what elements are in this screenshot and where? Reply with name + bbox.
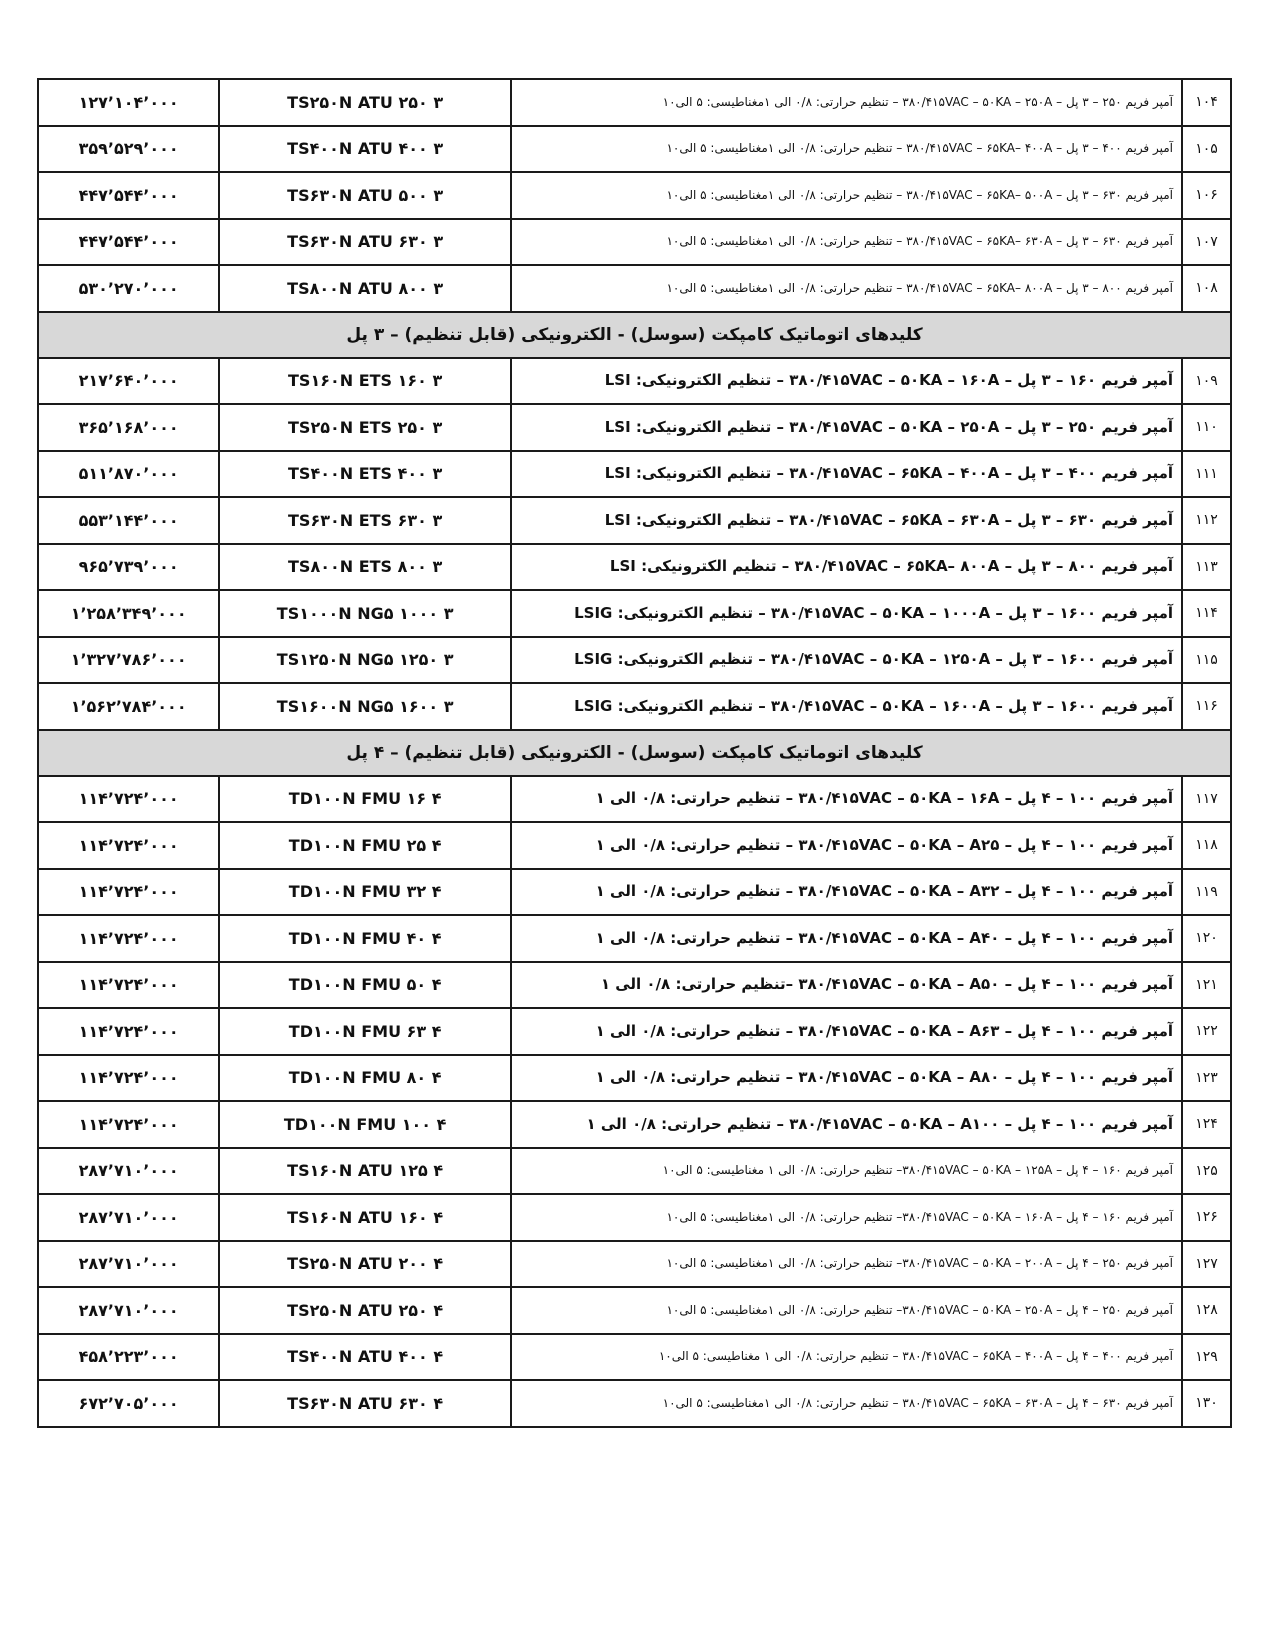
table-row [38,265,1231,312]
table-row [38,1194,1231,1241]
row-number-cell: ۱۲۵ [1182,1148,1231,1195]
table-row [38,1287,1231,1334]
table-row [38,915,1231,962]
price-cell: ۴۴۷٬۵۴۴٬۰۰۰ [38,172,219,219]
model-code-cell: TD۱۰۰N FMU ۱۶ ۴ [219,776,511,823]
row-number-cell: ۱۲۴ [1182,1101,1231,1148]
row-number-cell: ۱۰۸ [1182,265,1231,312]
row-number-cell: ۱۰۹ [1182,358,1231,405]
table-row [38,637,1231,684]
description-cell: آمپر فریم ۲۵۰ – ۴ پل – ۳۸۰/۴۱۵VAC – ۵۰KA – ۲۰۰A– تنظیم حرارتی: ۰/۸ الی ۱مغناطیسی: ۵ الی۱۰ [511,1241,1182,1288]
table-row [38,869,1231,916]
price-cell: ۴۴۷٬۵۴۴٬۰۰۰ [38,219,219,266]
table-row [38,1241,1231,1288]
price-table [37,78,1232,1428]
row-number-cell: ۱۲۶ [1182,1194,1231,1241]
model-code-cell: TD۱۰۰N FMU ۲۵ ۴ [219,822,511,869]
description-cell: آمپر فریم ۱۰۰ – ۴ پل – ۳۸۰/۴۱۵VAC – ۵۰KA – ۱۶A – تنظیم حرارتی: ۰/۸ الی ۱ [511,776,1182,823]
section-title: کلیدهای اتوماتیک کامپکت (سوسل) - الکترونیکی (قابل تنظیم) – ۴ پل [38,730,1231,776]
model-code-cell: TS۶۳۰N ATU ۶۳۰ ۴ [219,1380,511,1427]
table-row [38,776,1231,823]
row-number-cell: ۱۱۸ [1182,822,1231,869]
table-row [38,962,1231,1009]
description-cell: آمپر فریم ۱۶۰ – ۴ پل – ۳۸۰/۴۱۵VAC – ۵۰KA – ۱۲۵A– تنظیم حرارتی: ۰/۸ الی ۱ مغناطیسی: ۵ الی۱۰ [511,1148,1182,1195]
price-cell: ۳۶۵٬۱۶۸٬۰۰۰ [38,404,219,451]
row-number-cell: ۱۲۰ [1182,915,1231,962]
description-cell: آمپر فریم ۲۵۰ – ۴ پل – ۳۸۰/۴۱۵VAC – ۵۰KA – ۲۵۰A– تنظیم حرارتی: ۰/۸ الی ۱مغناطیسی: ۵ الی۱۰ [511,1287,1182,1334]
price-cell: ۲۸۷٬۷۱۰٬۰۰۰ [38,1194,219,1241]
row-number-cell: ۱۲۱ [1182,962,1231,1009]
description-cell: آمپر فریم ۱۶۰۰ – ۳ پل – ۳۸۰/۴۱۵VAC – ۵۰KA – ۱۶۰۰A – تنظیم الکترونیکی: LSIG [511,683,1182,730]
row-number-cell: ۱۰۵ [1182,126,1231,173]
table-row [38,404,1231,451]
model-code-cell: TS۸۰۰N ETS ۸۰۰ ۳ [219,544,511,591]
description-cell: آمپر فریم ۱۰۰ – ۴ پل – ۳۸۰/۴۱۵VAC – ۵۰KA – A۲۵ – تنظیم حرارتی: ۰/۸ الی ۱ [511,822,1182,869]
table-row [38,172,1231,219]
model-code-cell: TS۶۳۰N ATU ۵۰۰ ۳ [219,172,511,219]
model-code-cell: TS۱۶۰N ATU ۱۶۰ ۴ [219,1194,511,1241]
table-row [38,544,1231,591]
row-number-cell: ۱۱۷ [1182,776,1231,823]
price-cell: ۴۵۸٬۲۲۳٬۰۰۰ [38,1334,219,1381]
model-code-cell: TS۴۰۰N ETS ۴۰۰ ۳ [219,451,511,498]
description-cell: آمپر فریم ۶۳۰ – ۳ پل – ۳۸۰/۴۱۵VAC – ۶۵KA– ۵۰۰A – تنظیم حرارتی: ۰/۸ الی ۱مغناطیسی: ۵ الی۱۰ [511,172,1182,219]
table-row [38,451,1231,498]
row-number-cell: ۱۲۲ [1182,1008,1231,1055]
table-row [38,126,1231,173]
price-cell: ۱٬۵۶۲٬۷۸۴٬۰۰۰ [38,683,219,730]
row-number-cell: ۱۰۴ [1182,79,1231,126]
row-number-cell: ۱۱۹ [1182,869,1231,916]
price-cell: ۳۵۹٬۵۲۹٬۰۰۰ [38,126,219,173]
model-code-cell: TS۱۶۰N ETS ۱۶۰ ۳ [219,358,511,405]
description-cell: آمپر فریم ۲۵۰ – ۳ پل – ۳۸۰/۴۱۵VAC – ۵۰KA – ۲۵۰A – تنظیم الکترونیکی: LSI [511,404,1182,451]
price-cell: ۱۲۷٬۱۰۴٬۰۰۰ [38,79,219,126]
model-code-cell: TD۱۰۰N FMU ۱۰۰ ۴ [219,1101,511,1148]
description-cell: آمپر فریم ۱۰۰ – ۴ پل – ۳۸۰/۴۱۵VAC – ۵۰KA – A۱۰۰ – تنظیم حرارتی: ۰/۸ الی ۱ [511,1101,1182,1148]
row-number-cell: ۱۱۳ [1182,544,1231,591]
table-row [38,683,1231,730]
price-cell: ۱۱۴٬۷۲۴٬۰۰۰ [38,869,219,916]
table-row [38,1055,1231,1102]
table-row [38,219,1231,266]
price-cell: ۱۱۴٬۷۲۴٬۰۰۰ [38,1055,219,1102]
description-cell: آمپر فریم ۸۰۰ – ۳ پل – ۳۸۰/۴۱۵VAC – ۶۵KA– ۸۰۰A – تنظیم حرارتی: ۰/۸ الی ۱مغناطیسی: ۵ الی۱۰ [511,265,1182,312]
model-code-cell: TS۱۰۰۰N NG۵ ۱۰۰۰ ۳ [219,590,511,637]
description-cell: آمپر فریم ۱۰۰ – ۴ پل – ۳۸۰/۴۱۵VAC – ۵۰KA – A۶۳ – تنظیم حرارتی: ۰/۸ الی ۱ [511,1008,1182,1055]
price-cell: ۱٬۳۲۷٬۷۸۶٬۰۰۰ [38,637,219,684]
price-cell: ۱۱۴٬۷۲۴٬۰۰۰ [38,776,219,823]
description-cell: آمپر فریم ۴۰۰ – ۴ پل – ۳۸۰/۴۱۵VAC – ۶۵KA – ۴۰۰A – تنظیم حرارتی: ۰/۸ الی ۱ مغناطیسی: ۵ الی۱۰ [511,1334,1182,1381]
model-code-cell: TS۴۰۰N ATU ۴۰۰ ۴ [219,1334,511,1381]
model-code-cell: TD۱۰۰N FMU ۵۰ ۴ [219,962,511,1009]
row-number-cell: ۱۳۰ [1182,1380,1231,1427]
row-number-cell: ۱۱۵ [1182,637,1231,684]
price-cell: ۲۸۷٬۷۱۰٬۰۰۰ [38,1287,219,1334]
price-cell: ۹۶۵٬۷۳۹٬۰۰۰ [38,544,219,591]
row-number-cell: ۱۲۳ [1182,1055,1231,1102]
description-cell: آمپر فریم ۱۶۰۰ – ۳ پل – ۳۸۰/۴۱۵VAC – ۵۰KA – ۱۲۵۰A – تنظیم الکترونیکی: LSIG [511,637,1182,684]
model-code-cell: TS۲۵۰N ETS ۲۵۰ ۳ [219,404,511,451]
row-number-cell: ۱۱۶ [1182,683,1231,730]
section-title: کلیدهای اتوماتیک کامپکت (سوسل) - الکترونیکی (قابل تنظیم) – ۳ پل [38,312,1231,358]
price-cell: ۲۸۷٬۷۱۰٬۰۰۰ [38,1241,219,1288]
model-code-cell: TS۴۰۰N ATU ۴۰۰ ۳ [219,126,511,173]
description-cell: آمپر فریم ۱۶۰ – ۴ پل – ۳۸۰/۴۱۵VAC – ۵۰KA – ۱۶۰A– تنظیم حرارتی: ۰/۸ الی ۱مغناطیسی: ۵ الی۱۰ [511,1194,1182,1241]
price-cell: ۱۱۴٬۷۲۴٬۰۰۰ [38,915,219,962]
row-number-cell: ۱۱۲ [1182,497,1231,544]
price-cell: ۱۱۴٬۷۲۴٬۰۰۰ [38,1008,219,1055]
row-number-cell: ۱۲۹ [1182,1334,1231,1381]
row-number-cell: ۱۲۸ [1182,1287,1231,1334]
model-code-cell: TS۱۶۰N ATU ۱۲۵ ۴ [219,1148,511,1195]
table-row [38,1380,1231,1427]
model-code-cell: TD۱۰۰N FMU ۴۰ ۴ [219,915,511,962]
table-row [38,590,1231,637]
table-row [38,497,1231,544]
model-code-cell: TS۲۵۰N ATU ۲۰۰ ۴ [219,1241,511,1288]
model-code-cell: TS۶۳۰N ETS ۶۳۰ ۳ [219,497,511,544]
table-row [38,1101,1231,1148]
description-cell: آمپر فریم ۱۶۰۰ – ۳ پل – ۳۸۰/۴۱۵VAC – ۵۰KA – ۱۰۰۰A – تنظیم الکترونیکی: LSIG [511,590,1182,637]
description-cell: آمپر فریم ۶۳۰ – ۴ پل – ۳۸۰/۴۱۵VAC – ۶۵KA – ۶۳۰A – تنظیم حرارتی: ۰/۸ الی ۱مغناطیسی: ۵ الی۱۰ [511,1380,1182,1427]
description-cell: آمپر فریم ۴۰۰ – ۳ پل – ۳۸۰/۴۱۵VAC – ۶۵KA– ۴۰۰A – تنظیم حرارتی: ۰/۸ الی ۱مغناطیسی: ۵ الی۱۰ [511,126,1182,173]
description-cell: آمپر فریم ۶۳۰ – ۳ پل – ۳۸۰/۴۱۵VAC – ۶۵KA– ۶۳۰A – تنظیم حرارتی: ۰/۸ الی ۱مغناطیسی: ۵ الی۱۰ [511,219,1182,266]
row-number-cell: ۱۰۷ [1182,219,1231,266]
model-code-cell: TS۱۶۰۰N NG۵ ۱۶۰۰ ۳ [219,683,511,730]
description-cell: آمپر فریم ۱۶۰ – ۳ پل – ۳۸۰/۴۱۵VAC – ۵۰KA – ۱۶۰A – تنظیم الکترونیکی: LSI [511,358,1182,405]
section-header-row [38,312,1231,358]
row-number-cell: ۱۰۶ [1182,172,1231,219]
price-cell: ۱۱۴٬۷۲۴٬۰۰۰ [38,822,219,869]
section-header-row [38,730,1231,776]
model-code-cell: TD۱۰۰N FMU ۶۳ ۴ [219,1008,511,1055]
price-cell: ۵۳۰٬۲۷۰٬۰۰۰ [38,265,219,312]
price-cell: ۵۱۱٬۸۷۰٬۰۰۰ [38,451,219,498]
description-cell: آمپر فریم ۱۰۰ – ۴ پل – ۳۸۰/۴۱۵VAC – ۵۰KA – A۳۲ – تنظیم حرارتی: ۰/۸ الی ۱ [511,869,1182,916]
model-code-cell: TS۲۵۰N ATU ۲۵۰ ۴ [219,1287,511,1334]
description-cell: آمپر فریم ۱۰۰ – ۴ پل – ۳۸۰/۴۱۵VAC – ۵۰KA – A۵۰ –تنظیم حرارتی: ۰/۸ الی ۱ [511,962,1182,1009]
table-row [38,1334,1231,1381]
price-cell: ۵۵۳٬۱۴۴٬۰۰۰ [38,497,219,544]
row-number-cell: ۱۱۴ [1182,590,1231,637]
model-code-cell: TS۲۵۰N ATU ۲۵۰ ۳ [219,79,511,126]
model-code-cell: TD۱۰۰N FMU ۸۰ ۴ [219,1055,511,1102]
price-cell: ۱٬۲۵۸٬۳۴۹٬۰۰۰ [38,590,219,637]
description-cell: آمپر فریم ۱۰۰ – ۴ پل – ۳۸۰/۴۱۵VAC – ۵۰KA – A۸۰ – تنظیم حرارتی: ۰/۸ الی ۱ [511,1055,1182,1102]
table-row [38,1008,1231,1055]
price-cell: ۱۱۴٬۷۲۴٬۰۰۰ [38,962,219,1009]
row-number-cell: ۱۱۱ [1182,451,1231,498]
table-row [38,358,1231,405]
description-cell: آمپر فریم ۴۰۰ – ۳ پل – ۳۸۰/۴۱۵VAC – ۶۵KA – ۴۰۰A – تنظیم الکترونیکی: LSI [511,451,1182,498]
model-code-cell: TS۱۲۵۰N NG۵ ۱۲۵۰ ۳ [219,637,511,684]
description-cell: آمپر فریم ۸۰۰ – ۳ پل – ۳۸۰/۴۱۵VAC – ۶۵KA– ۸۰۰A – تنظیم الکترونیکی: LSI [511,544,1182,591]
price-table-body [38,79,1231,1427]
description-cell: آمپر فریم ۲۵۰ – ۳ پل – ۳۸۰/۴۱۵VAC – ۵۰KA – ۲۵۰A – تنظیم حرارتی: ۰/۸ الی ۱مغناطیسی: ۵ الی۱۰ [511,79,1182,126]
description-cell: آمپر فریم ۱۰۰ – ۴ پل – ۳۸۰/۴۱۵VAC – ۵۰KA – A۴۰ – تنظیم حرارتی: ۰/۸ الی ۱ [511,915,1182,962]
table-row [38,822,1231,869]
price-cell: ۱۱۴٬۷۲۴٬۰۰۰ [38,1101,219,1148]
description-cell: آمپر فریم ۶۳۰ – ۳ پل – ۳۸۰/۴۱۵VAC – ۶۵KA – ۶۳۰A – تنظیم الکترونیکی: LSI [511,497,1182,544]
table-row [38,1148,1231,1195]
price-cell: ۶۷۲٬۷۰۵٬۰۰۰ [38,1380,219,1427]
model-code-cell: TD۱۰۰N FMU ۳۲ ۴ [219,869,511,916]
table-row [38,79,1231,126]
row-number-cell: ۱۱۰ [1182,404,1231,451]
row-number-cell: ۱۲۷ [1182,1241,1231,1288]
price-cell: ۲۱۷٬۶۴۰٬۰۰۰ [38,358,219,405]
price-cell: ۲۸۷٬۷۱۰٬۰۰۰ [38,1148,219,1195]
model-code-cell: TS۶۳۰N ATU ۶۳۰ ۳ [219,219,511,266]
model-code-cell: TS۸۰۰N ATU ۸۰۰ ۳ [219,265,511,312]
